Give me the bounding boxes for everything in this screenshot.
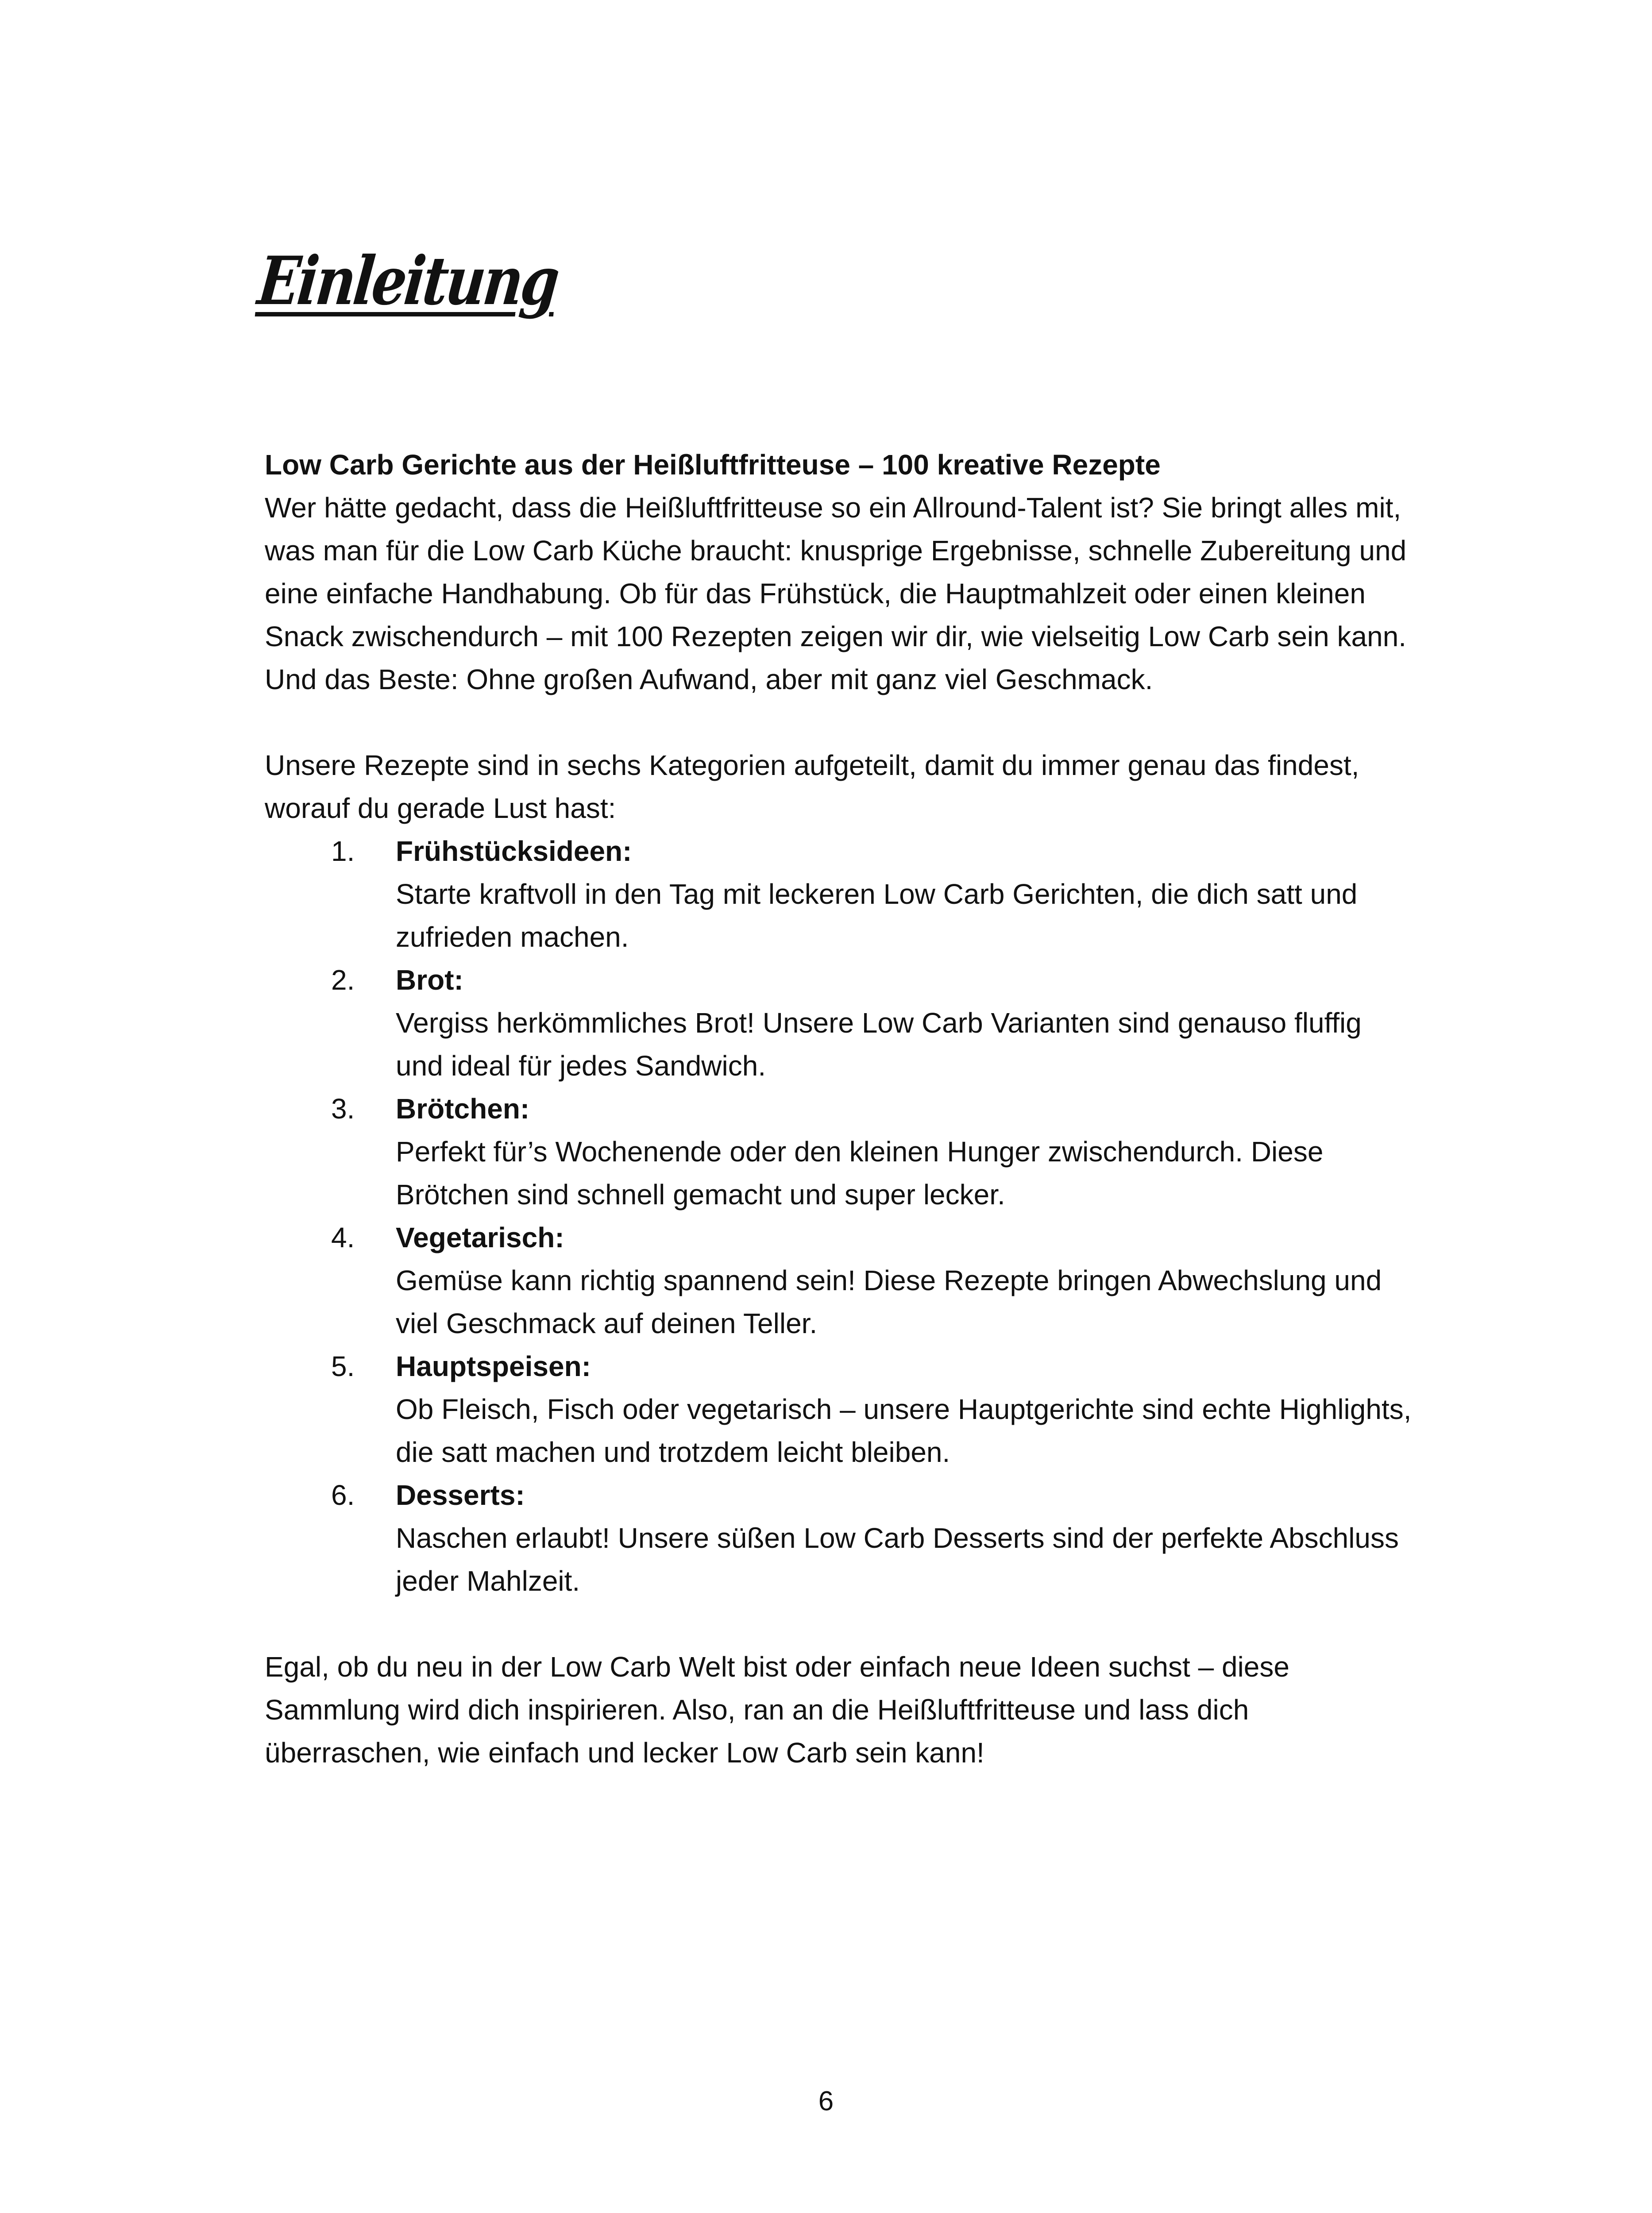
book-subtitle: Low Carb Gerichte aus der Heißluftfritteuse – 100 kreative Rezepte	[265, 449, 1161, 481]
list-item-number: 2.	[331, 964, 355, 996]
list-item	[265, 1474, 1416, 1603]
list-item-number: 4.	[331, 1222, 355, 1253]
list-item-text: Vergiss herkömmliches Brot! Unsere Low Carb Varianten sind genauso fluffig und ideal für jedes Sandwich.	[396, 1007, 1362, 1082]
page-number: 6	[818, 2086, 834, 2117]
list-item-text: Perfekt für’s Wochenende oder den kleinen Hunger zwischendurch. Diese Brötchen sind schnell gemacht und super lecker.	[396, 1136, 1324, 1211]
chapter-heading: Einleitung	[254, 242, 561, 320]
list-item-title: Brot:	[396, 964, 463, 996]
list-item	[265, 1216, 1416, 1345]
categories-intro: Unsere Rezepte sind in sechs Kategorien aufgeteilt, damit du immer genau das findest, worauf du gerade Lust hast:	[265, 749, 1359, 824]
paragraph-spacer	[265, 1603, 1416, 1646]
list-item-title: Hauptspeisen:	[396, 1350, 591, 1382]
list-item-title: Frühstücksideen:	[396, 835, 632, 867]
list-item	[265, 959, 1416, 1087]
list-item-text: Naschen erlaubt! Unsere süßen Low Carb Desserts sind der perfekte Abschluss jeder Mahlzeit.	[396, 1522, 1399, 1597]
chapter-body	[265, 443, 1416, 1774]
list-item-number: 3.	[331, 1093, 355, 1125]
list-item-title: Vegetarisch:	[396, 1222, 564, 1253]
list-item-number: 1.	[331, 835, 355, 867]
list-item-text: Starte kraftvoll in den Tag mit leckeren Low Carb Gerichten, die dich satt und zufrieden machen.	[396, 878, 1358, 953]
list-item-title: Desserts:	[396, 1479, 525, 1511]
list-item	[265, 1345, 1416, 1474]
list-item-number: 6.	[331, 1479, 355, 1511]
list-item	[265, 830, 1416, 959]
list-item-text: Ob Fleisch, Fisch oder vegetarisch – unsere Hauptgerichte sind echte Highlights, die satt machen und trotzdem leicht bleiben.	[396, 1393, 1412, 1468]
intro-paragraph: Wer hätte gedacht, dass die Heißluftfritteuse so ein Allround-Talent ist? Sie bringt alles mit, was man für die Low Carb Küche braucht: knusprige Ergebnisse, schnelle Zubereitung und eine einfache Handhabung. Ob für das Frühstück, die Hauptmahlzeit oder einen kleinen Snack zwischendurch – mit 100 Rezepten zeigen wir dir, wie vielseitig Low Carb sein kann. Und das Beste: Ohne großen Aufwand, aber mit ganz viel Geschmack.	[265, 492, 1407, 695]
paragraph-spacer	[265, 701, 1416, 744]
list-item-title: Brötchen:	[396, 1093, 530, 1125]
closing-paragraph: Egal, ob du neu in der Low Carb Welt bist oder einfach neue Ideen suchst – diese Sammlung wird dich inspirieren. Also, ran an die Heißluftfritteuse und lass dich überraschen, wie einfach und lecker Low Carb sein kann!	[265, 1651, 1289, 1769]
list-item-number: 5.	[331, 1350, 355, 1382]
list-item	[265, 1087, 1416, 1216]
list-item-text: Gemüse kann richtig spannend sein! Diese Rezepte bringen Abwechslung und viel Geschmack auf deinen Teller.	[396, 1265, 1382, 1339]
category-list	[265, 830, 1416, 1603]
